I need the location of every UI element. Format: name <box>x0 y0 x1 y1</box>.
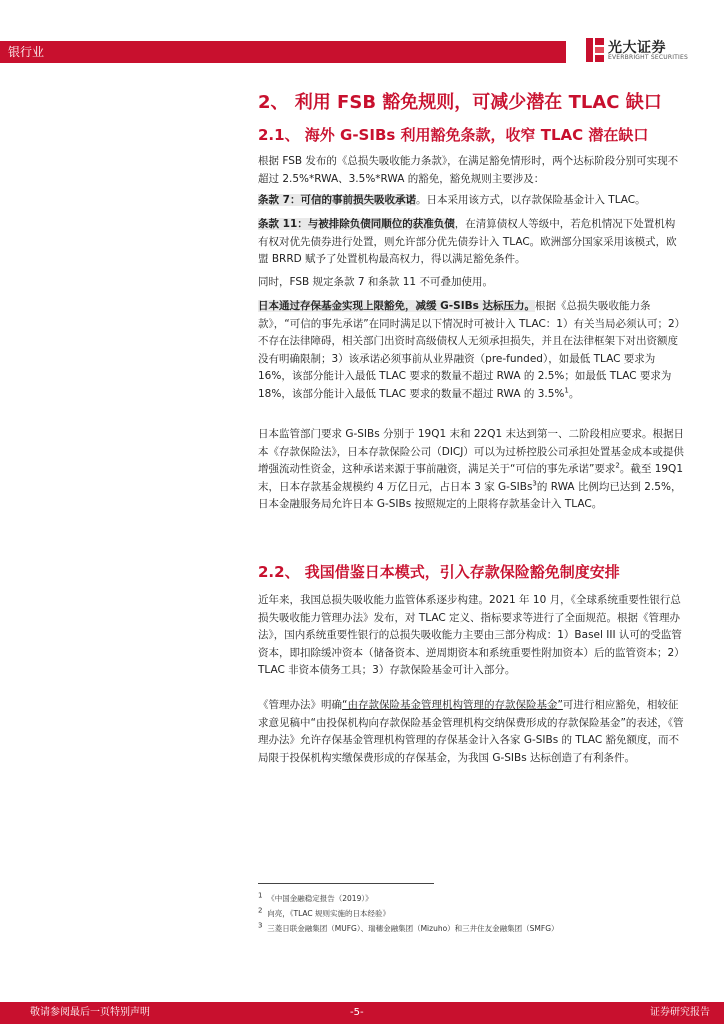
paragraph-china-framework: 近年来，我国总损失吸收能力监管体系逐步构建。2021 年 10 月，《全球系统重要性银行总损失吸收能力管理办法》发布，对 TLAC 定义、指标要求等进行了全面规范。根据《管理办法》，国内系统重要性银行的总损失吸收能力主要由三部分构成：1）Basel III 认可的受监管资本，即扣除缓冲资本（储备资本、逆周期资本和系统重要性附加资本）后的监管资本；2）TLAC 非资本债务工具；3）存款保险基金可计入部分。 <box>258 594 682 676</box>
footnote-divider <box>258 883 434 884</box>
footnote-3-num: 3 <box>258 921 263 930</box>
section-title: 2、 利用 FSB 豁免规则，可减少潜在 TLAC 缺口 <box>258 92 662 113</box>
footnote-3-text: 三菱日联金融集团（MUFG）、瑞穗金融集团（Mizuho）和三井住友金融集团（SMFG） <box>267 924 559 933</box>
paragraph-clause-11 <box>258 216 684 269</box>
logo-cn-text: 光大证券 <box>608 40 666 56</box>
subsection-title-2-1: 2.1、 海外 G-SIBs 利用豁免条款，收窄 TLAC 潜在缺口 <box>258 126 649 144</box>
footer-report-type: 证券研究报告 <box>650 1007 710 1018</box>
paragraph-1: 根据 FSB 发布的《总损失吸收能力条款》，在满足豁免情形时，两个达标阶段分别可实现不超过 2.5%*RWA、3.5%*RWA 的豁免，豁免规则主要涉及： <box>258 155 679 185</box>
measures-a: 《管理办法》明确 <box>258 699 342 711</box>
footnote-3 <box>258 923 559 934</box>
clause-11-rest: ，在清算债权人等级中，若危机情况下处置机构有权对优先债券进行处置，则允许部分优先债券计入 TLAC。欧洲部分国家采用该模式，欧盟 BRRD 赋予了处置机构最高权力，得以满足豁免条件。 <box>258 218 677 265</box>
logo-mark-icon <box>586 38 604 62</box>
japan-regulator-c: 的 RWA 比例均已达到 2.5%，日本金融服务局允许日本 G-SIBs 按照规定的上限将存款基金计入 TLAC。 <box>258 480 682 510</box>
paragraph-clause-7 <box>258 192 684 210</box>
footnote-ref-2: 2 <box>615 461 620 470</box>
japan-regulator-b: 。截至 19Q1 末，日本存款基金规模约 4 万亿日元，占日本 3 家 G-SIBs <box>258 463 684 493</box>
company-logo <box>586 36 718 66</box>
japan-exemption-rest: 根据《总损失吸收能力条款》，“可信的事先承诺”在同时满足以下情况时可被计入 TLAC：1）有关当局必须认可；2）不存在法律障碍，相关部门出资时高级债权人无须承担损失，并且在法律框架下对出资额度没有明确限制；3）该承诺必须事前从业界融资（pre-funded），如最低 TLAC 要求为 16%，该部分能计入最低 TLAC 要求的数量不超过 RWA 的 2.5%；如最低 TLAC 要求为 18%，该部分能计入最低 TLAC 要求的数量不超过 RWA 的 3.5% <box>258 300 680 400</box>
page-number: -5- <box>350 1007 364 1018</box>
footnote-1-text: 《中国金融稳定报告（2019）》 <box>267 894 373 903</box>
footnote-2-text: 向亮，《TLAC 规则实施的日本经验》 <box>267 909 391 918</box>
footnote-2 <box>258 908 390 919</box>
clause-7-lead: 条款 7：可信的事前损失吸收承诺 <box>258 194 416 206</box>
japan-regulator-a: 日本监管部门要求 G-SIBs 分别于 19Q1 末和 22Q1 末达到第一、二阶段相应要求。根据日本《存款保险法》，日本存款保险公司（DICJ）可以为过桥控股公司承担处置基金成本或提供增强流动性资金，这种承诺来源于事前融资，满足关于“可信的事先承诺”要求 <box>258 428 684 475</box>
measures-underlined: “由存款保险基金管理机构管理的存款保险基金” <box>342 699 563 711</box>
footnote-1 <box>258 893 373 904</box>
japan-exemption-lead: 日本通过存保基金实现上限豁免，减缓 G-SIBs 达标压力。 <box>258 300 536 312</box>
clause-11-lead: 条款 11：与被排除负债同顺位的获准负债 <box>258 218 455 230</box>
paragraph-japan-exemption <box>258 298 684 403</box>
measures-b: 可进行相应豁免，相较征求意见稿中“由投保机构向存款保险基金管理机构交纳保费形成的存款保险基金”的表述，《管理办法》允许存保基金管理机构管理的存保基金计入各家 G-SIBs 的 TLAC 豁免额度，而不局限于投保机构实缴保费形成的存保基金，为我国 G-SIBs 达标创造了有利条件。 <box>258 699 684 764</box>
footer-disclaimer: 敬请参阅最后一页特别声明 <box>30 1007 150 1018</box>
footer-bar <box>0 1002 724 1024</box>
paragraph-management-measures <box>258 697 684 767</box>
paragraph-4: 同时，FSB 规定条款 7 和条款 11 不可叠加使用。 <box>258 276 493 288</box>
footnote-ref-1: 1 <box>564 386 569 394</box>
footnote-2-num: 2 <box>258 906 263 915</box>
header-bar <box>0 41 566 63</box>
subsection-title-2-2: 2.2、 我国借鉴日本模式，引入存款保险豁免制度安排 <box>258 563 620 581</box>
paragraph-japan-regulator <box>258 426 684 514</box>
industry-label: 银行业 <box>8 45 45 59</box>
logo-en-text: EVERBRIGHT SECURITIES <box>608 54 688 61</box>
japan-exemption-end: 。 <box>568 387 580 400</box>
clause-7-rest: 。日本采用该方式，以存款保险基金计入 TLAC。 <box>415 194 646 206</box>
footnote-ref-3: 3 <box>532 479 537 487</box>
footnote-1-num: 1 <box>258 891 263 900</box>
